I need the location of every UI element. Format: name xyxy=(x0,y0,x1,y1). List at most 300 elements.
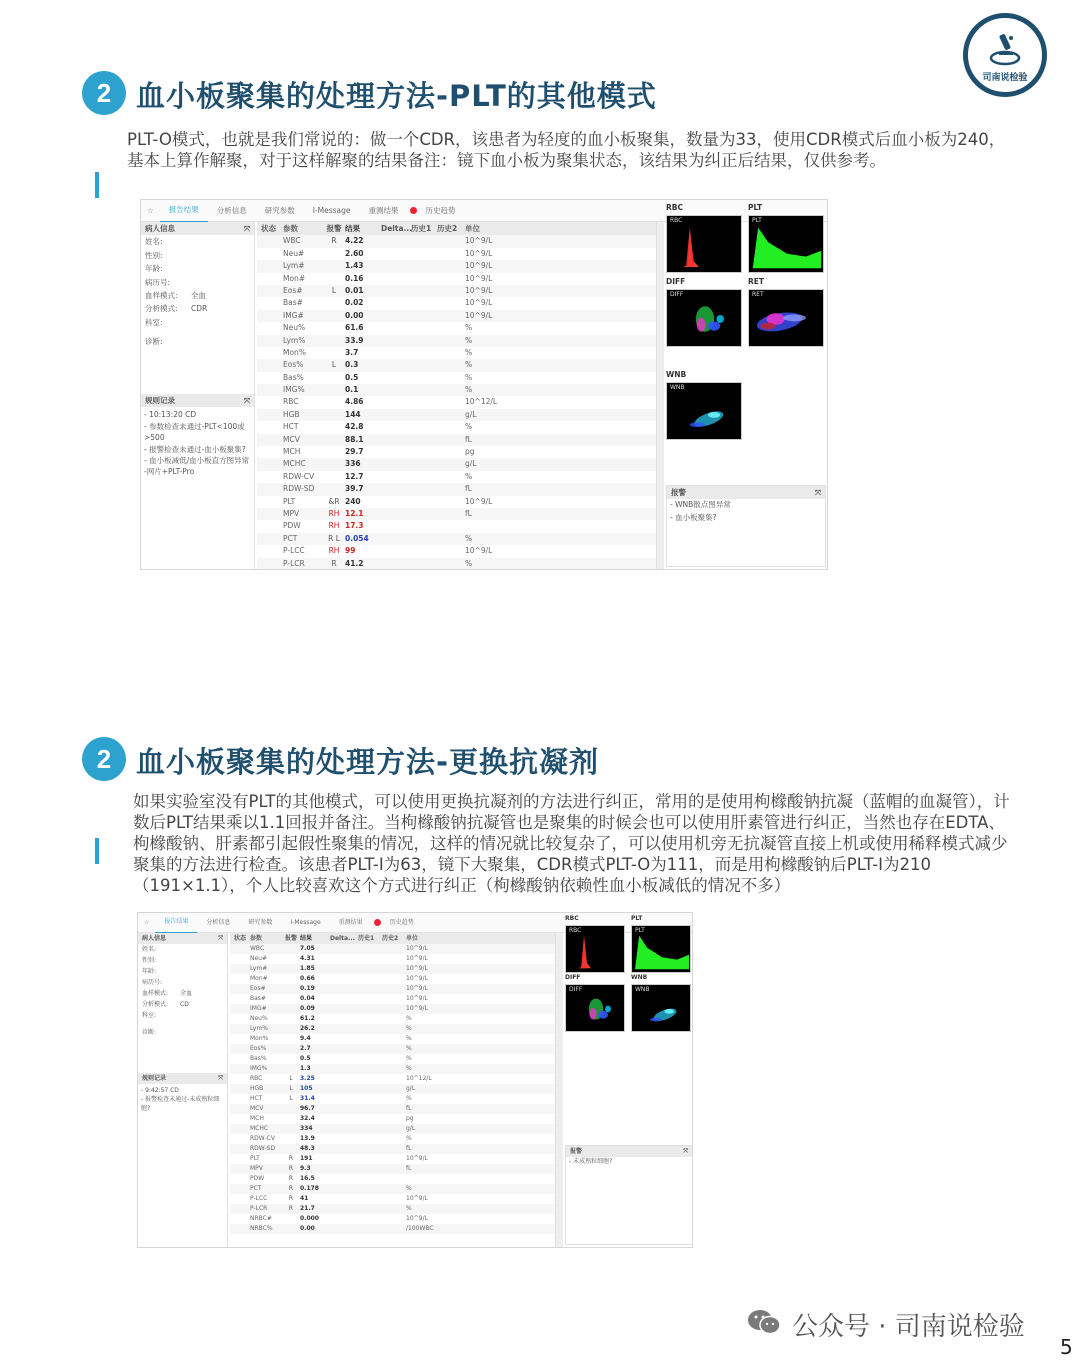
table-row[interactable] xyxy=(257,533,656,545)
wechat-icon xyxy=(746,1308,782,1336)
table-row[interactable] xyxy=(230,1204,555,1214)
patient-field xyxy=(141,302,254,315)
table-row[interactable] xyxy=(230,994,555,1004)
unit-cell: 10^9/L xyxy=(465,546,493,556)
status-cell xyxy=(257,297,283,309)
column-header[interactable]: Delta... xyxy=(381,224,413,233)
section-paragraph: PLT-O模式，也就是我们常说的：做一个CDR，该患者为轻度的血小板聚集，数量为33，使用CDR模式后血小板为240，基本上算作解聚，对于这样解聚的结果备注：镜下血小板为聚集状态，该结果为纠正后结果，仅供参考。 xyxy=(127,130,1006,170)
unit-cell: 10^9/L xyxy=(465,273,493,283)
table-row[interactable] xyxy=(257,520,656,532)
delta-cell xyxy=(381,446,411,458)
history1-cell xyxy=(411,322,437,334)
table-row[interactable] xyxy=(257,409,656,421)
param-cell: Lym# xyxy=(283,261,305,271)
graph-plot xyxy=(667,383,743,441)
history2-cell xyxy=(382,1104,406,1114)
result-cell: 1.85 xyxy=(300,965,315,972)
delta-cell xyxy=(330,1034,358,1044)
table-row[interactable] xyxy=(257,235,656,247)
table-row[interactable] xyxy=(257,297,656,309)
flag-cell xyxy=(282,1034,300,1044)
table-row[interactable] xyxy=(257,446,656,458)
delta-cell xyxy=(330,964,358,974)
unit-cell xyxy=(465,520,525,532)
result-cell: 0.00 xyxy=(300,1225,315,1232)
table-row[interactable] xyxy=(257,558,656,570)
history1-cell xyxy=(411,458,437,470)
graph-rbc xyxy=(565,925,625,973)
history1-cell xyxy=(358,984,382,994)
param-cell: PLT xyxy=(283,496,296,506)
history2-cell xyxy=(437,434,465,446)
history2-cell xyxy=(437,285,465,297)
column-header[interactable]: 单位 xyxy=(406,935,419,942)
table-row[interactable] xyxy=(257,421,656,433)
table-row[interactable] xyxy=(230,1124,555,1134)
alarm-header xyxy=(667,486,825,499)
table-row[interactable] xyxy=(257,508,656,520)
graph-plt xyxy=(748,215,824,273)
delta-cell xyxy=(381,310,411,322)
flag-cell xyxy=(282,974,300,984)
history2-cell xyxy=(437,446,465,458)
result-cell: 12.1 xyxy=(345,508,364,518)
field-label: 血样模式: xyxy=(145,290,178,300)
delta-cell xyxy=(381,496,411,508)
delta-cell xyxy=(330,1154,358,1164)
column-header[interactable]: 状态 xyxy=(234,935,247,942)
history1-cell xyxy=(411,285,437,297)
table-row[interactable] xyxy=(230,1134,555,1144)
history1-cell xyxy=(411,260,437,272)
result-cell: 13.9 xyxy=(300,1135,315,1142)
unit-cell: % xyxy=(406,1185,412,1192)
table-row[interactable] xyxy=(257,471,656,483)
table-row[interactable] xyxy=(257,396,656,408)
alarm-line: - 未成熟粒细胞? xyxy=(569,1158,613,1165)
status-cell xyxy=(257,434,283,446)
column-header[interactable]: 参数 xyxy=(283,224,298,233)
table-row[interactable] xyxy=(230,1014,555,1024)
flag-cell xyxy=(323,409,345,421)
status-cell xyxy=(257,322,283,334)
table-row[interactable] xyxy=(230,1224,555,1234)
table-row[interactable] xyxy=(230,944,555,954)
status-cell xyxy=(257,384,283,396)
param-cell: Mon# xyxy=(283,273,306,283)
table-row[interactable] xyxy=(257,545,656,557)
expand-icon[interactable]: ⤧ xyxy=(244,396,250,405)
table-row[interactable] xyxy=(257,372,656,384)
flag-cell xyxy=(282,1054,300,1064)
history2-cell xyxy=(437,322,465,334)
result-cell: 0.000 xyxy=(300,1215,319,1222)
delta-cell xyxy=(330,1064,358,1074)
status-cell xyxy=(257,372,283,384)
delta-cell xyxy=(330,1144,358,1154)
table-row[interactable] xyxy=(230,1044,555,1054)
table-row[interactable] xyxy=(257,434,656,446)
param-cell: MCV xyxy=(283,434,300,444)
unit-cell: fL xyxy=(406,1165,412,1172)
history1-cell xyxy=(358,1054,382,1064)
result-cell: 0.01 xyxy=(345,285,364,295)
table-row[interactable] xyxy=(257,458,656,470)
history2-cell xyxy=(437,335,465,347)
table-row[interactable] xyxy=(230,1094,555,1104)
param-cell: Neu# xyxy=(283,248,305,258)
tab-研究参数[interactable]: 研究参数 xyxy=(264,205,295,215)
patient-field xyxy=(138,977,227,988)
table-row[interactable] xyxy=(257,483,656,495)
graph-plot xyxy=(749,290,825,348)
column-header[interactable]: 历史1 xyxy=(358,935,375,942)
graph-wnb xyxy=(631,984,691,1032)
result-cell: 144 xyxy=(345,409,361,419)
section-title: 血小板聚集的处理方法-更换抗凝剂 xyxy=(136,745,600,779)
table-row[interactable] xyxy=(230,1084,555,1094)
table-row[interactable] xyxy=(257,335,656,347)
table-row[interactable] xyxy=(230,1064,555,1074)
delta-cell xyxy=(330,984,358,994)
field-label: 血样模式: xyxy=(142,990,169,997)
table-row[interactable] xyxy=(257,285,656,297)
table-row[interactable] xyxy=(230,1074,555,1084)
panel-title: 报警 xyxy=(570,1148,583,1155)
alarm-line: - WNB散点图异常 xyxy=(670,500,731,510)
table-row[interactable] xyxy=(230,1054,555,1064)
column-header[interactable]: 单位 xyxy=(465,224,480,233)
delta-cell xyxy=(381,297,411,309)
delta-cell xyxy=(330,974,358,984)
status-cell xyxy=(257,558,283,570)
history2-cell xyxy=(437,520,465,532)
expand-icon[interactable]: ⤧ xyxy=(815,488,821,497)
unit-cell: pg xyxy=(406,1115,414,1122)
param-cell: RDW-SD xyxy=(250,1145,276,1152)
history1-cell xyxy=(411,297,437,309)
tab-报告结果[interactable]: 报告结果 xyxy=(155,912,197,934)
column-header[interactable]: 状态 xyxy=(261,224,276,233)
log-line: 胞? xyxy=(141,1105,151,1112)
column-header[interactable]: 历史2 xyxy=(437,224,458,233)
history1-cell xyxy=(358,1114,382,1124)
history2-cell xyxy=(382,974,406,984)
table-row[interactable] xyxy=(230,1164,555,1174)
flag-cell xyxy=(323,384,345,396)
param-cell: IMG# xyxy=(250,1005,267,1012)
graph-inner-label: DIFF xyxy=(670,291,684,299)
log-panel-header xyxy=(138,1073,227,1084)
graph-title: RBC xyxy=(666,203,683,212)
section-number-badge: 2 xyxy=(82,737,126,781)
unit-cell: % xyxy=(465,385,473,395)
param-cell: Eos# xyxy=(283,285,303,295)
table-row[interactable] xyxy=(257,359,656,371)
status-cell xyxy=(230,1084,250,1094)
field-label: 性别: xyxy=(142,957,157,964)
column-header[interactable]: 结果 xyxy=(345,224,360,233)
param-cell: IMG% xyxy=(250,1065,268,1072)
graph-title: WNB xyxy=(631,974,648,981)
expand-icon[interactable]: ⤧ xyxy=(218,935,223,942)
result-cell: 0.02 xyxy=(345,298,364,308)
table-row[interactable] xyxy=(257,310,656,322)
history1-cell xyxy=(411,446,437,458)
field-label: 性别: xyxy=(145,250,163,260)
result-cell: 191 xyxy=(300,1155,313,1162)
log-line: - 报警检查未通过-血小板聚集? xyxy=(144,444,246,454)
favorite-star-icon[interactable]: ☆ xyxy=(144,918,150,926)
history2-cell xyxy=(437,235,465,247)
field-label: 姓名: xyxy=(142,946,157,953)
tab-I-Message[interactable]: I-Message xyxy=(290,918,321,926)
unit-cell: 10^9/L xyxy=(465,248,493,258)
history2-cell xyxy=(437,347,465,359)
param-cell: Eos% xyxy=(250,1045,267,1052)
history1-cell xyxy=(358,1144,382,1154)
status-cell xyxy=(230,964,250,974)
field-label: 姓名: xyxy=(145,237,163,247)
table-row[interactable] xyxy=(230,1034,555,1044)
flag-cell: R L xyxy=(328,533,340,543)
delta-cell xyxy=(381,471,411,483)
table-row[interactable] xyxy=(230,974,555,984)
log-line: - 9:42:57 CD xyxy=(141,1087,179,1094)
status-cell xyxy=(257,260,283,272)
status-cell xyxy=(230,1004,250,1014)
status-cell xyxy=(230,1184,250,1194)
table-row[interactable] xyxy=(257,496,656,508)
unit-cell: 10^12/L xyxy=(406,1075,432,1082)
history2-cell xyxy=(382,1044,406,1054)
graph-inner-label: PLT xyxy=(752,217,762,225)
delta-cell xyxy=(381,384,411,396)
flag-cell: L xyxy=(289,1085,293,1092)
history1-cell xyxy=(358,1004,382,1014)
history1-cell xyxy=(358,1064,382,1074)
unit-cell: 10^9/L xyxy=(406,955,428,962)
patient-field xyxy=(141,316,254,329)
table-row[interactable] xyxy=(230,1184,555,1194)
column-header[interactable]: 历史1 xyxy=(411,224,432,233)
table-row[interactable] xyxy=(257,384,656,396)
table-row[interactable] xyxy=(230,984,555,994)
vertical-scrollbar[interactable] xyxy=(657,222,664,570)
status-cell xyxy=(230,1224,250,1234)
status-cell xyxy=(230,1114,250,1124)
param-cell: Neu% xyxy=(283,323,306,333)
table-row[interactable] xyxy=(230,1104,555,1114)
unit-cell: fL xyxy=(406,1145,412,1152)
history1-cell xyxy=(358,1024,382,1034)
history1-cell xyxy=(358,1014,382,1024)
table-row[interactable] xyxy=(230,1144,555,1154)
tab-分析信息[interactable]: 分析信息 xyxy=(216,205,247,215)
patient-panel-header xyxy=(138,933,227,944)
history2-cell xyxy=(382,944,406,954)
column-header[interactable]: 报警 xyxy=(326,224,342,233)
result-cell: 42.8 xyxy=(345,422,364,432)
column-header[interactable]: Delta... xyxy=(330,935,355,942)
status-cell xyxy=(230,1054,250,1064)
result-cell: 99 xyxy=(345,546,356,556)
history1-cell xyxy=(411,384,437,396)
result-cell: 12.7 xyxy=(345,471,364,481)
expand-icon[interactable]: ⤧ xyxy=(218,1075,223,1082)
result-cell: 0.04 xyxy=(300,995,315,1002)
patient-field xyxy=(141,235,254,248)
table-row[interactable] xyxy=(230,1214,555,1224)
column-header[interactable]: 参数 xyxy=(250,935,263,942)
unit-cell: % xyxy=(465,422,473,432)
tab-I-Message[interactable]: I-Message xyxy=(312,205,351,215)
tab-研究参数[interactable]: 研究参数 xyxy=(248,918,273,926)
status-cell xyxy=(230,994,250,1004)
graph-inner-label: RBC xyxy=(569,927,582,934)
unit-cell: 10^9/L xyxy=(406,1155,428,1162)
unit-cell: fL xyxy=(406,1105,412,1112)
expand-icon[interactable]: ⤧ xyxy=(244,224,250,233)
favorite-star-icon[interactable]: ☆ xyxy=(147,205,154,215)
table-row[interactable] xyxy=(230,964,555,974)
history1-cell xyxy=(411,310,437,322)
history2-cell xyxy=(382,1124,406,1134)
unit-cell: % xyxy=(465,323,473,333)
history1-cell xyxy=(411,235,437,247)
param-cell: PDW xyxy=(250,1175,265,1182)
flag-cell xyxy=(323,322,345,334)
flag-cell: R xyxy=(288,1205,294,1212)
table-row[interactable] xyxy=(257,248,656,260)
table-row[interactable] xyxy=(257,322,656,334)
result-cell: 1.43 xyxy=(345,261,364,271)
param-cell: RDW-CV xyxy=(283,471,315,481)
patient-field xyxy=(138,999,227,1010)
history1-cell xyxy=(411,248,437,260)
result-cell: 0.5 xyxy=(300,1055,311,1062)
analyzer-screenshot xyxy=(140,199,828,570)
status-cell xyxy=(230,954,250,964)
tab-历史趋势[interactable]: 历史趋势 xyxy=(425,205,456,215)
result-cell: 105 xyxy=(300,1085,313,1092)
tab-报告结果[interactable]: 报告结果 xyxy=(160,199,208,223)
param-cell: Bas% xyxy=(283,372,304,382)
expand-icon[interactable]: ⤧ xyxy=(683,1148,688,1155)
field-value: 全血 xyxy=(191,290,206,300)
flag-cell xyxy=(323,297,345,309)
history2-cell xyxy=(437,248,465,260)
tab-重测结果[interactable]: 重测结果 xyxy=(338,918,363,926)
delta-cell xyxy=(330,1214,358,1224)
param-cell: MCH xyxy=(250,1115,264,1122)
table-row[interactable] xyxy=(230,1194,555,1204)
accent-bar xyxy=(95,172,99,198)
table-row[interactable] xyxy=(230,1114,555,1124)
table-row[interactable] xyxy=(230,1174,555,1184)
patient-field xyxy=(138,944,227,955)
table-row[interactable] xyxy=(230,954,555,964)
param-cell: WBC xyxy=(250,945,265,952)
patient-field xyxy=(138,988,227,999)
history2-cell xyxy=(437,396,465,408)
tab-分析信息[interactable]: 分析信息 xyxy=(206,918,231,926)
result-cell: 4.31 xyxy=(300,955,315,962)
result-cell: 2.7 xyxy=(300,1045,311,1052)
unit-cell: 10^9/L xyxy=(406,945,428,952)
flag-cell: R xyxy=(331,236,337,246)
result-cell: 16.5 xyxy=(300,1175,315,1182)
table-row[interactable] xyxy=(230,1004,555,1014)
tab-重测结果[interactable]: 重测结果 xyxy=(368,205,399,215)
status-cell xyxy=(230,1074,250,1084)
flag-cell xyxy=(323,248,345,260)
unit-cell: 10^9/L xyxy=(465,261,493,271)
param-cell: P-LCC xyxy=(250,1195,268,1202)
param-cell: PLT xyxy=(250,1155,260,1162)
delta-cell xyxy=(381,545,411,557)
table-row[interactable] xyxy=(257,347,656,359)
history1-cell xyxy=(358,964,382,974)
history2-cell xyxy=(382,1134,406,1144)
history1-cell xyxy=(358,1224,382,1234)
flag-cell: R xyxy=(288,1185,294,1192)
table-row[interactable] xyxy=(257,260,656,272)
unit-cell: g/L xyxy=(465,459,477,469)
param-cell: MPV xyxy=(250,1165,263,1172)
history2-cell xyxy=(437,359,465,371)
history2-cell xyxy=(437,372,465,384)
column-header[interactable]: 结果 xyxy=(300,935,313,942)
result-cell: 9.3 xyxy=(300,1165,311,1172)
table-row[interactable] xyxy=(257,273,656,285)
history2-cell xyxy=(382,1004,406,1014)
result-cell: 0.09 xyxy=(300,1005,315,1012)
history2-cell xyxy=(437,297,465,309)
flag-cell xyxy=(323,347,345,359)
graph-diff xyxy=(565,984,625,1032)
notification-badge xyxy=(410,207,417,214)
table-row[interactable] xyxy=(230,1024,555,1034)
delta-cell xyxy=(381,434,411,446)
table-row[interactable] xyxy=(230,1154,555,1164)
vertical-scrollbar[interactable] xyxy=(556,933,563,1248)
param-cell: Lym% xyxy=(283,335,306,345)
tab-历史趋势[interactable]: 历史趋势 xyxy=(389,918,414,926)
status-cell xyxy=(230,1134,250,1144)
status-cell xyxy=(257,409,283,421)
param-cell: MPV xyxy=(283,508,300,518)
graph-plot xyxy=(566,926,626,974)
column-header[interactable]: 历史2 xyxy=(382,935,399,942)
param-cell: P-LCC xyxy=(283,546,305,556)
field-label: 诊断: xyxy=(145,337,163,347)
result-cell: 3.7 xyxy=(345,347,359,357)
history1-cell xyxy=(358,954,382,964)
param-cell: Mon% xyxy=(250,1035,269,1042)
param-cell: MCHC xyxy=(250,1125,269,1132)
history1-cell xyxy=(411,496,437,508)
graph-title: RBC xyxy=(565,915,579,922)
graph-inner-label: WNB xyxy=(635,986,650,993)
page-number: 5 xyxy=(1060,1335,1073,1359)
param-cell: RDW-SD xyxy=(283,484,315,494)
status-cell xyxy=(230,1144,250,1154)
flag-cell: R xyxy=(288,1155,294,1162)
result-cell: 3.25 xyxy=(300,1075,315,1082)
unit-cell: % xyxy=(406,1045,412,1052)
column-header[interactable]: 报警 xyxy=(284,935,297,942)
